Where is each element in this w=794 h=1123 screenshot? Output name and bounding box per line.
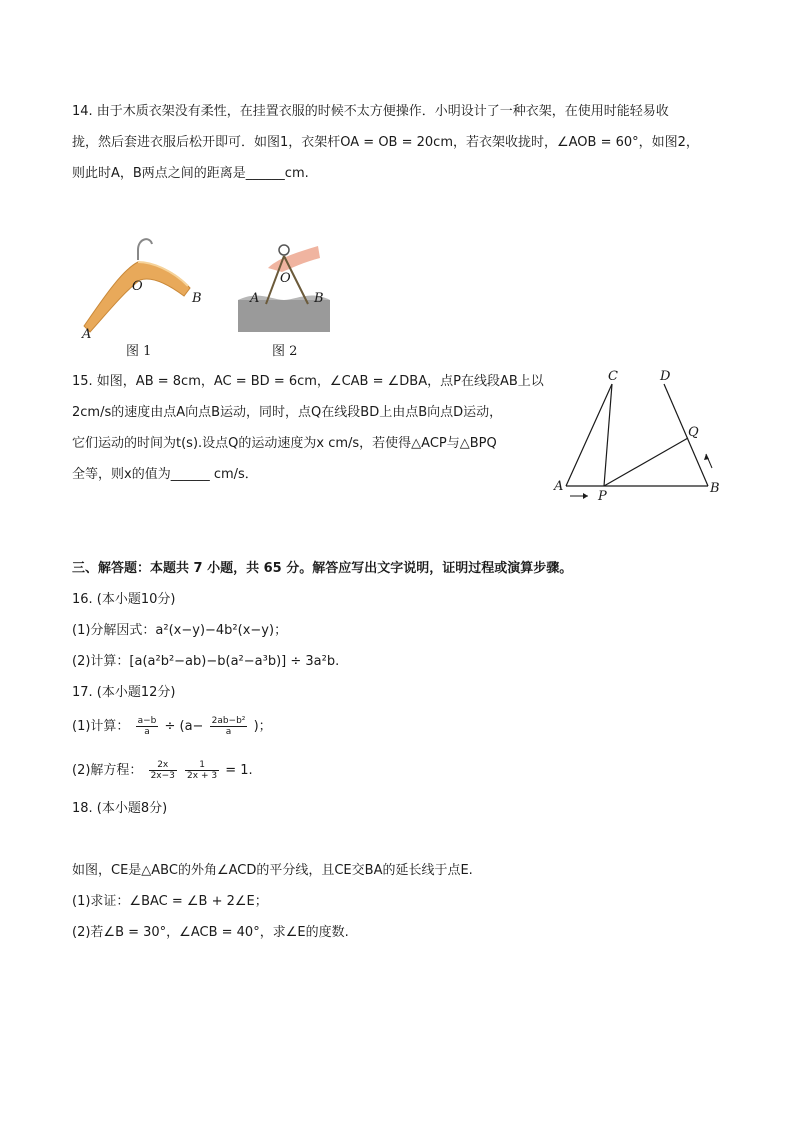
fig15-label-c: C: [608, 369, 618, 384]
q14-line-2: 拢，然后套进衣服后松开即可．如图1，衣架杆OA = OB = 20cm，若衣架收拢时，∠AOB = 60°，如图2，: [72, 135, 699, 150]
q18-title: 18. (本小题8分): [72, 801, 168, 816]
q17-p2-suffix: = 1.: [225, 763, 253, 778]
fig1-label-b: B: [192, 291, 202, 306]
q14-line-1: 14. 由于木质衣架没有柔性，在挂置衣服的时候不太方便操作．小明设计了一种衣架，在使用时能轻易收: [72, 104, 669, 119]
q16-part-2: (2)计算：[a(a²b²−ab)−b(a²−a³b)] ÷ 3a²b.: [72, 654, 340, 669]
q17-p1-prefix: (1)计算：: [72, 719, 130, 734]
fig1-label-a: A: [82, 327, 92, 340]
fig2-label-b: B: [314, 291, 324, 306]
fig1-caption: 图 1: [126, 344, 152, 359]
q17-p1-frac1-num: a−b: [137, 716, 157, 726]
q17-p2-fraction-2: [185, 760, 219, 781]
q17-p2-fraction-1: [149, 760, 177, 781]
q18-part-1: (1)求证：∠BAC = ∠B + 2∠E；: [72, 894, 268, 909]
arrowhead-up-icon: [704, 454, 709, 460]
q18-part-2: (2)若∠B = 30°，∠ACB = 40°，求∠E的度数.: [72, 925, 349, 940]
hanger-hook-icon: [138, 239, 152, 250]
q17-part-1: [72, 716, 272, 737]
q17-p2-frac1-den: 2x−3: [150, 771, 175, 781]
q17-part-2: [72, 760, 253, 781]
q17-p1-suffix: )；: [253, 719, 272, 734]
fig2-label-o: O: [280, 271, 291, 286]
q17-title: 17. (本小题12分): [72, 685, 176, 700]
q17-p1-fraction-2: [210, 716, 248, 737]
q15-line-2: 2cm/s的速度由点A向点B运动，同时，点Q在线段BD上由点B向点D运动，: [72, 405, 503, 420]
q18-stem: 如图，CE是△ABC的外角∠ACD的平分线，且CE交BA的延长线于点E.: [72, 863, 473, 878]
q15-line-3: 它们运动的时间为t(s).设点Q的运动速度为x cm/s，若使得△ACP与△BPQ: [72, 436, 497, 451]
fig15-label-p: P: [598, 489, 607, 504]
q15-line-4: 全等，则x的值为______ cm/s．: [72, 467, 258, 482]
q16-part-1: (1)分解因式：a²(x−y)−4b²(x−y)；: [72, 623, 288, 638]
fig15-label-a: A: [554, 479, 564, 494]
segment-bd: [664, 384, 708, 486]
q17-p2-prefix: (2)解方程：: [72, 763, 143, 778]
hanger-figure-1: [72, 230, 222, 340]
section-3-heading: 三、解答题：本题共 7 小题，共 65 分。解答应写出文字说明，证明过程或演算步骤。: [72, 561, 573, 576]
hand-icon: [268, 246, 320, 272]
segment-pq: [604, 438, 688, 486]
q16-title: 16. (本小题10分): [72, 592, 176, 607]
q17-p1-frac1-den: a: [144, 727, 150, 737]
fig15-label-d: D: [660, 369, 671, 384]
q14-line-3: 则此时A，B两点之间的距离是______cm.: [72, 166, 309, 181]
fig2-caption: 图 2: [272, 344, 298, 359]
fig2-label-a: A: [250, 291, 260, 306]
q17-p2-frac1-num: 2x: [149, 760, 177, 771]
q17-p1-fraction-1: [136, 716, 159, 737]
q17-p2-frac2-num: 1: [185, 760, 219, 771]
q17-p2-frac2-den: 2x + 3: [187, 771, 218, 781]
arrowhead-right-icon: [583, 493, 588, 499]
hanger-figure-2: [238, 238, 334, 334]
q17-p1-frac2-den: a: [225, 727, 232, 737]
fig15-label-q: Q: [688, 425, 699, 440]
fig15-label-b: B: [710, 481, 720, 496]
hanger-body: [84, 262, 190, 332]
q15-line-1: 15. 如图，AB = 8cm，AC = BD = 6cm，∠CAB = ∠DBA，点P在线段AB上以: [72, 374, 544, 389]
hook-icon: [279, 245, 289, 255]
q15-geometry-figure: [548, 368, 728, 508]
q17-p1-frac2-num: 2ab−b²: [211, 716, 246, 726]
fig1-label-o: O: [132, 279, 143, 294]
q17-p1-mid: ÷ (a−: [164, 719, 204, 734]
